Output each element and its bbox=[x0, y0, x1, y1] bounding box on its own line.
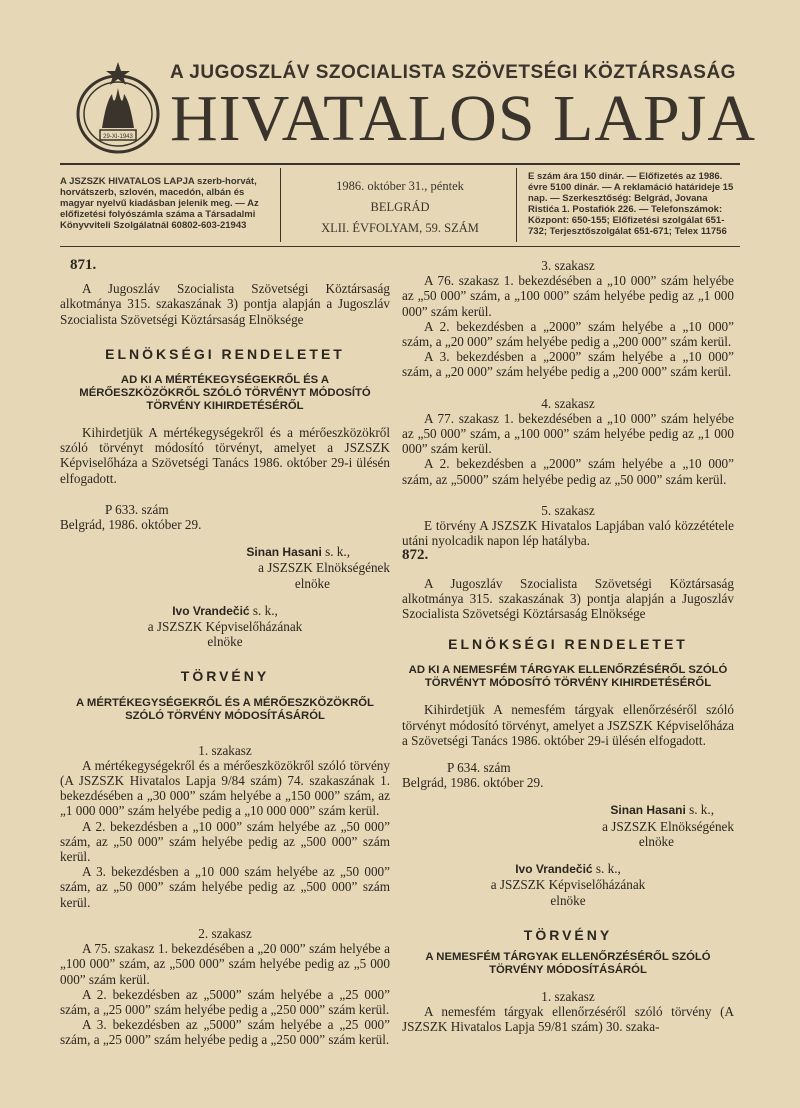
intro-paragraph: A Jugoszláv Szocialista Szövetségi Köztársaság alkotmánya 315. szakaszának 3) pontja alapján a Jugoszláv Szocialista Szövetségi Köztársaság Elnöksége bbox=[60, 281, 390, 327]
signature-3-title: elnöke bbox=[638, 833, 674, 849]
section-2-p3: A 3. bekezdésben az „5000” szám helyébe a „25 000” szám, a „25 000” szám helyébe pedig a „250 000” szám kerül. bbox=[60, 1017, 390, 1048]
section-3-p1: A 76. szakasz 1. bekezdésében a „10 000” szám helyébe az „50 000” szám, a „100 000” szám helyébe pedig az „1 000 000” szám kerül. bbox=[402, 273, 734, 319]
signature-4-role: a JSZSZK Képviselőházának bbox=[490, 877, 646, 893]
signature-3: Sinan Hasani s. k., bbox=[610, 802, 714, 818]
masthead-title: HIVATALOS LAPJA bbox=[170, 82, 757, 155]
act-number: 871. bbox=[70, 257, 97, 273]
decree-subheading: AD KI A MÉRTÉKEGYSÉGEKRŐL ÉS A MÉRŐESZKÖZÖKRŐL SZÓLÓ TÖRVÉNYT MÓDOSÍTÓ TÖRVÉNY KIHIRDETÉSÉRŐL bbox=[79, 374, 371, 413]
decree-subheading-2: AD KI A NEMESFÉM TÁRGYAK ELLENŐRZÉSÉRŐL SZÓLÓ TÖRVÉNYT MÓDOSÍTÓ TÖRVÉNY KIHIRDETÉSÉRŐL bbox=[408, 664, 728, 690]
section-3-p3: A 3. bekezdésben a „2000” szám helyébe a „10 000” szám, a „20 000” szám helyébe pedig a „200 000” szám kerül. bbox=[402, 349, 734, 380]
act-number-2: 872. bbox=[402, 547, 429, 564]
decree-heading: ELNÖKSÉGI RENDELETET bbox=[105, 345, 345, 362]
signature-1-title: elnöke bbox=[294, 575, 330, 591]
masthead-supertitle: A JUGOSZLÁV SZOCIALISTA SZÖVETSÉGI KÖZTÁRSASÁG bbox=[170, 62, 736, 83]
signature-2: Ivo Vrandečić s. k., bbox=[172, 602, 278, 618]
section-1-heading: 1. szakasz bbox=[198, 742, 252, 758]
section-2-heading: 2. szakasz bbox=[198, 925, 252, 941]
body-paragraph: Kihirdetjük A mértékegységekről és a mérőeszközökről szóló törvényt módosító törvényt, amelyet a JSZSZK Képviselőháza a Szövetségi Tanács 1986. október 29-i ülésén elfogadott. bbox=[60, 425, 390, 486]
section-3-heading: 3. szakasz bbox=[541, 258, 595, 273]
section-4-heading: 4. szakasz bbox=[541, 395, 595, 411]
law-subheading-2: A NEMESFÉM TÁRGYAK ELLENŐRZÉSÉRŐL SZÓLÓ TÖRVÉNY MÓDOSÍTÁSÁRÓL bbox=[425, 950, 711, 976]
right-column bbox=[402, 258, 734, 1035]
price-info: E szám ára 150 dinár. — Előfizetés az 1986. évre 5100 dinár. — A reklamáció határideje 15 nap. — Szerkesztőség: Belgrád, Jovana Ristića 1. Postafiók 226. — Telefonszámok: Központ: 650-155; Előfizetési szolgálat 651-732; Terjesztőszolgálat 651-671; Telex 11756 bbox=[528, 171, 734, 237]
reference-number: P 633. szám bbox=[105, 501, 169, 517]
issue-place: BELGRÁD bbox=[370, 200, 430, 214]
emblem-date: 29-XI-1943 bbox=[103, 134, 133, 140]
section-5-p1: E törvény A JSZSZK Hivatalos Lapjában való közzététele utáni nyolcadik napon lép hatályba. bbox=[402, 518, 734, 549]
masthead-divider-right bbox=[516, 168, 517, 242]
section-1-p1-2: A nemesfém tárgyak ellenőrzéséről szóló törvény (A JSZSZK Hivatalos Lapja 59/81 szám) 30. szaka- bbox=[402, 1004, 734, 1035]
reference-number-2: P 634. szám bbox=[447, 760, 511, 776]
law-heading-2: TÖRVÉNY bbox=[523, 926, 613, 943]
section-2-p2: A 2. bekezdésben az „5000” szám helyébe a „25 000” szám, a „25 000” szám helyébe pedig a „250 000” szám kerül. bbox=[60, 986, 390, 1017]
section-1-p3: A 3. bekezdésben a „10 000 szám helyébe az „50 000” szám, az „50 000” szám helyébe pedig az „500 000” szám kerül. bbox=[60, 864, 390, 910]
section-1-p1: A mértékegységekről és a mérőeszközökről szóló törvény (A JSZSZK Hivatalos Lapja 9/84 szám) 74. szakaszának 1. bekezdésében a „30 000” szám helyébe a „150 000” szám, az „1 000 000” szám helyébe pedig a „10 000 000” szám kerül. bbox=[60, 757, 390, 819]
subscription-info: A JSZSZK HIVATALOS LAPJA szerb-horvát, horvátszerb, szlovén, macedón, albán és magyar nyelvű kiadásban jelenik meg. — Az előfizetési folyószámla száma a Társadalmi Könyvviteli Szolgálatnál 60802-603-21943 bbox=[60, 176, 259, 231]
issue-date: 1986. október 31., péntek bbox=[336, 179, 464, 193]
section-3-p2: A 2. bekezdésben a „2000” szám helyébe a „10 000” szám, a „20 000” szám helyébe pedig a „200 000” szám kerül. bbox=[402, 318, 734, 350]
left-column bbox=[60, 258, 390, 1048]
law-subheading: A MÉRTÉKEGYSÉGEKRŐL ÉS A MÉRŐESZKÖZÖKRŐL SZÓLÓ TÖRVÉNY MÓDOSÍTÁSÁRÓL bbox=[76, 696, 374, 722]
signature-3-role: a JSZSZK Elnökségének bbox=[602, 818, 734, 834]
section-4-p2: A 2. bekezdésben a „2000” szám helyébe a „10 000” szám, az „5000” szám helyébe pedig az „50 000” szám kerül. bbox=[402, 456, 734, 487]
body-paragraph-2: Kihirdetjük A nemesfém tárgyak ellenőrzéséről szóló törvényt módosító törvényt, amelyet a JSZSZK Képviselőháza a Szövetségi Tanács 1986. október 29-i ülésén elfogadott. bbox=[402, 702, 734, 748]
coat-of-arms-icon bbox=[72, 58, 164, 158]
section-1-p2: A 2. bekezdésben a „10 000” szám helyébe az „50 000” szám, az „50 000” szám helyébe pedig az „500 000” szám kerül. bbox=[60, 818, 390, 865]
signature-1: Sinan Hasani s. k., bbox=[246, 544, 350, 560]
signature-2-role: a JSZSZK Képviselőházának bbox=[147, 619, 303, 635]
law-heading: TÖRVÉNY bbox=[180, 668, 270, 685]
intro-paragraph-2: A Jugoszláv Szocialista Szövetségi Köztársaság alkotmánya 315. szakaszának 3) pontja alapján a Jugoszláv Szocialista Szövetségi Köztársaság Elnöksége bbox=[402, 575, 734, 622]
section-5-heading: 5. szakasz bbox=[541, 502, 595, 518]
signature-4: Ivo Vrandečić s. k., bbox=[515, 861, 621, 877]
section-2-p1: A 75. szakasz 1. bekezdésében a „20 000” szám helyébe a „100 000” szám, az „500 000” szám helyébe pedig az „5 000 000” szám kerül. bbox=[60, 941, 390, 987]
issue-volume: XLII. ÉVFOLYAM, 59. SZÁM bbox=[321, 221, 479, 235]
masthead-rule-bottom bbox=[60, 246, 740, 247]
reference-place-2: Belgrád, 1986. október 29. bbox=[402, 775, 544, 791]
section-1-heading-2: 1. szakasz bbox=[541, 988, 595, 1004]
signature-4-title: elnöke bbox=[550, 892, 586, 908]
section-4-p1: A 77. szakasz 1. bekezdésében a „10 000” szám helyébe az „50 000” szám, a „100 000” szám helyébe pedig az „1 000 000” szám kerül. bbox=[402, 410, 734, 457]
decree-heading-2: ELNÖKSÉGI RENDELETET bbox=[448, 636, 688, 653]
signature-2-title: elnöke bbox=[207, 634, 243, 650]
signature-1-role: a JSZSZK Elnökségének bbox=[258, 560, 390, 576]
masthead-rule-top bbox=[60, 163, 740, 165]
masthead-divider-left bbox=[280, 168, 281, 242]
issue-info bbox=[290, 176, 510, 239]
reference-place: Belgrád, 1986. október 29. bbox=[60, 517, 202, 533]
